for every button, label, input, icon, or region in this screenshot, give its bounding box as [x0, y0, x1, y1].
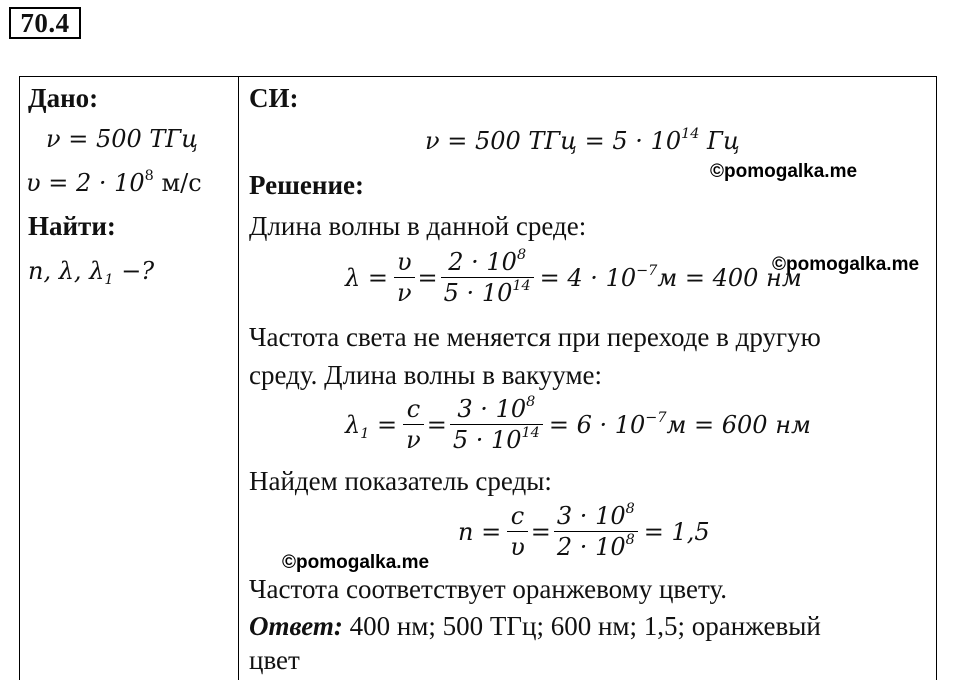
fraction: $\frac{c}{\upsilon}$	[507, 501, 528, 562]
si-header: СИ:	[249, 83, 299, 113]
answer-label: Ответ:	[249, 611, 343, 641]
find-header: Найти:	[28, 211, 116, 241]
problem-number: 70.4	[9, 7, 81, 39]
fraction: $\frac{\upsilon}{\nu}$	[394, 247, 415, 308]
si-conversion: ν = 500 ТГц = $5 \cdot 10^{14}$ Гц	[425, 126, 740, 155]
solution-header: Решение:	[249, 170, 364, 200]
wavelength-text: Длина волны в данной среде:	[249, 211, 587, 241]
fraction: $\frac{3 \cdot 10^8}{2 \cdot 10^8}$	[554, 501, 638, 562]
fraction: $\frac{c}{\nu}$	[403, 394, 424, 455]
watermark: ©pomogalka.me	[710, 161, 858, 182]
given-speed: $\upsilon = 2 \cdot 10^8$ м/с	[26, 168, 202, 197]
solution-table	[19, 76, 937, 680]
equation-refractive-index: n = $\frac{c}{\upsilon}$ = $\frac{3 \cdot 10^8}{2 \cdot 10^8}$ = 1,5	[458, 501, 710, 561]
given-frequency: ν = 500 ТГц	[46, 125, 199, 153]
watermark: ©pomogalka.me	[772, 254, 920, 275]
watermark: ©pomogalka.me	[282, 552, 430, 573]
equation-wavelength-medium: λ = $\frac{\upsilon}{\nu}$ = $\frac{2 \cdot 10^8}{5 \cdot 10^{14}}$ = $4 \cdot 10^{-7}м = 400$ нм	[345, 247, 802, 307]
fraction: $\frac{2 \cdot 10^8}{5 \cdot 10^{14}}$	[441, 247, 534, 308]
column-divider	[238, 77, 239, 680]
color-text: Частота соответствует оранжевому цвету.	[249, 574, 727, 604]
fraction: $\frac{3 \cdot 10^8}{5 \cdot 10^{14}}$	[450, 394, 543, 455]
answer-line-2: цвет	[249, 645, 300, 675]
find-values: n, λ, $\lambda_1$ −?	[28, 257, 155, 289]
frequency-text-line2: среду. Длина волны в вакууме:	[249, 360, 603, 390]
answer-line: Ответ: 400 нм; 500 ТГц; 600 нм; 1,5; оранжевый	[249, 611, 821, 641]
index-text: Найдем показатель среды:	[249, 466, 552, 496]
equation-wavelength-vacuum: $\lambda_1$ = $\frac{c}{\nu}$ = $\frac{3 \cdot 10^8}{5 \cdot 10^{14}}$ = $6 \cdot 10^{-7}м = 600$ нм	[345, 394, 811, 454]
given-header: Дано:	[28, 83, 99, 113]
frequency-text-line1: Частота света не меняется при переходе в другую	[249, 322, 821, 352]
